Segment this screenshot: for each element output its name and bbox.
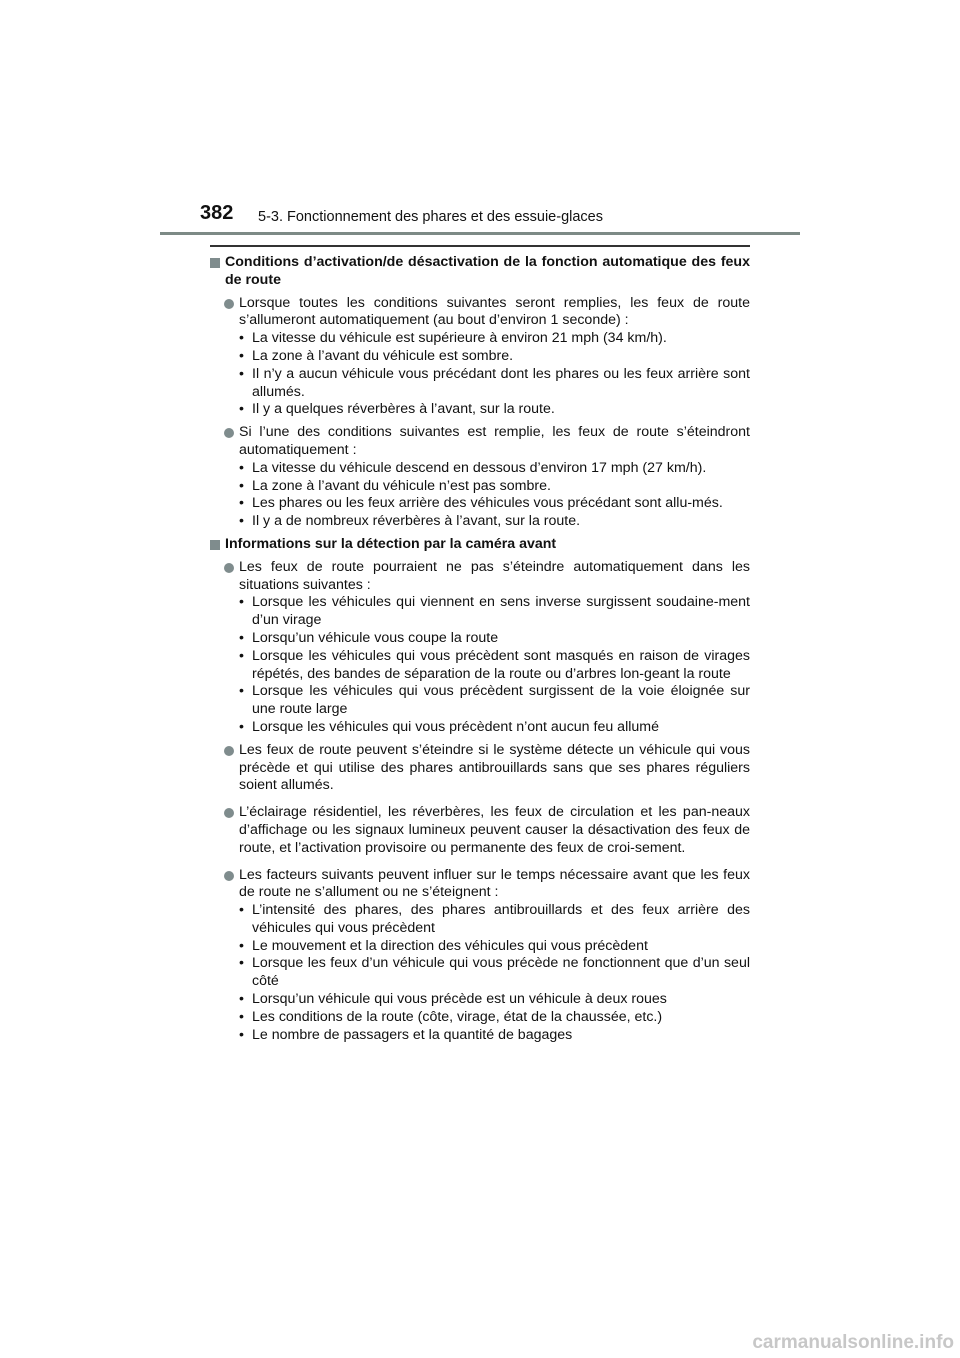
list-item: • Lorsque les feux d’un véhicule qui vous précède ne fonctionnent que d’un seul côté (239, 955, 750, 991)
list-item: • La zone à l’avant du véhicule est sombre. (239, 348, 750, 366)
heading-text: Informations sur la détection par la caméra avant (225, 535, 557, 552)
heading-text: Conditions d’activation/de désactivation de la fonction automatique des feux de route (225, 254, 750, 288)
paragraph-text: Les feux de route peuvent s’éteindre si le système détecte un véhicule qui vous précède et qui utilise des phares antibrouillards sans que ses phares réguliers soient allumés. (239, 741, 750, 794)
list-item: • Lorsque les véhicules qui vous précèdent sont masqués en raison de virages répétés, des bandes de séparation de la route ou d’arbres lon-geant la route (239, 648, 750, 684)
list-item: • Le nombre de passagers et la quantité de bagages (239, 1027, 750, 1045)
circle-bullet-icon (224, 746, 234, 756)
running-header: 5-3. Fonctionnement des phares et des essuie-glaces (258, 209, 603, 225)
list-item: • La vitesse du véhicule descend en dessous d’environ 17 mph (27 km/h). (239, 460, 750, 478)
section-rule (210, 245, 750, 247)
paragraph (210, 295, 750, 331)
section-heading-camera (210, 536, 750, 554)
bullet-list (210, 460, 750, 531)
list-item: • Les phares ou les feux arrière des véhicules vous précédant sont allu-més. (239, 495, 750, 513)
bullet-list (210, 594, 750, 736)
list-item: • La zone à l’avant du véhicule n’est pas sombre. (239, 478, 750, 496)
section-heading-activation (210, 254, 750, 290)
circle-bullet-icon (224, 563, 234, 573)
paragraph (210, 867, 750, 903)
header-rule (160, 232, 800, 235)
paragraph-text: Les feux de route pourraient ne pas s’éteindre automatiquement dans les situations suivantes : (239, 558, 750, 593)
list-item: • Lorsque les véhicules qui vous précèdent n’ont aucun feu allumé (239, 719, 750, 737)
list-item: • Il n’y a aucun véhicule vous précédant dont les phares ou les feux arrière sont allumés. (239, 366, 750, 402)
paragraph-text: L’éclairage résidentiel, les réverbères, les feux de circulation et les pan-neaux d’affichage ou les signaux lumineux peuvent causer la désactivation des feux de route, et l’activation provisoire ou permanente des feux de croi-sement. (239, 804, 750, 856)
watermark: carmanualsonline.info (752, 1332, 954, 1353)
list-item: • Il y a de nombreux réverbères à l’avant, sur la route. (239, 513, 750, 531)
circle-bullet-icon (224, 299, 234, 309)
circle-bullet-icon (224, 871, 234, 881)
list-item: • La vitesse du véhicule est supérieure à environ 21 mph (34 km/h). (239, 330, 750, 348)
square-bullet-icon (210, 540, 220, 550)
circle-bullet-icon (224, 808, 234, 818)
paragraph (210, 424, 750, 460)
square-bullet-icon (210, 258, 220, 268)
list-item: • Lorsque les véhicules qui vous précèdent surgissent de la voie éloignée sur une route large (239, 683, 750, 719)
list-item: • L’intensité des phares, des phares antibrouillards et des feux arrière des véhicules qui vous précèdent (239, 902, 750, 938)
list-item: • Le mouvement et la direction des véhicules qui vous précèdent (239, 938, 750, 956)
paragraph-text: Les facteurs suivants peuvent influer sur le temps nécessaire avant que les feux de route ne s’allument ou ne s’éteignent : (239, 866, 750, 901)
paragraph (210, 804, 750, 857)
paragraph-text: Lorsque toutes les conditions suivantes seront remplies, les feux de route s’allumeront automatiquement (au bout d’environ 1 seconde) : (239, 294, 750, 329)
list-item: • Il y a quelques réverbères à l’avant, sur la route. (239, 401, 750, 419)
page-content (210, 254, 750, 1044)
bullet-list (210, 902, 750, 1044)
paragraph (210, 559, 750, 595)
list-item: • Lorsqu’un véhicule vous coupe la route (239, 630, 750, 648)
bullet-list (210, 330, 750, 419)
list-item: • Les conditions de la route (côte, virage, état de la chaussée, etc.) (239, 1009, 750, 1027)
paragraph-text: Si l’une des conditions suivantes est remplie, les feux de route s’éteindront automatiquement : (239, 424, 750, 458)
list-item: • Lorsqu’un véhicule qui vous précède est un véhicule à deux roues (239, 991, 750, 1009)
page-number: 382 (200, 202, 234, 224)
list-item: • Lorsque les véhicules qui viennent en sens inverse surgissent soudaine-ment d’un virage (239, 594, 750, 630)
circle-bullet-icon (224, 428, 234, 438)
paragraph (210, 742, 750, 795)
